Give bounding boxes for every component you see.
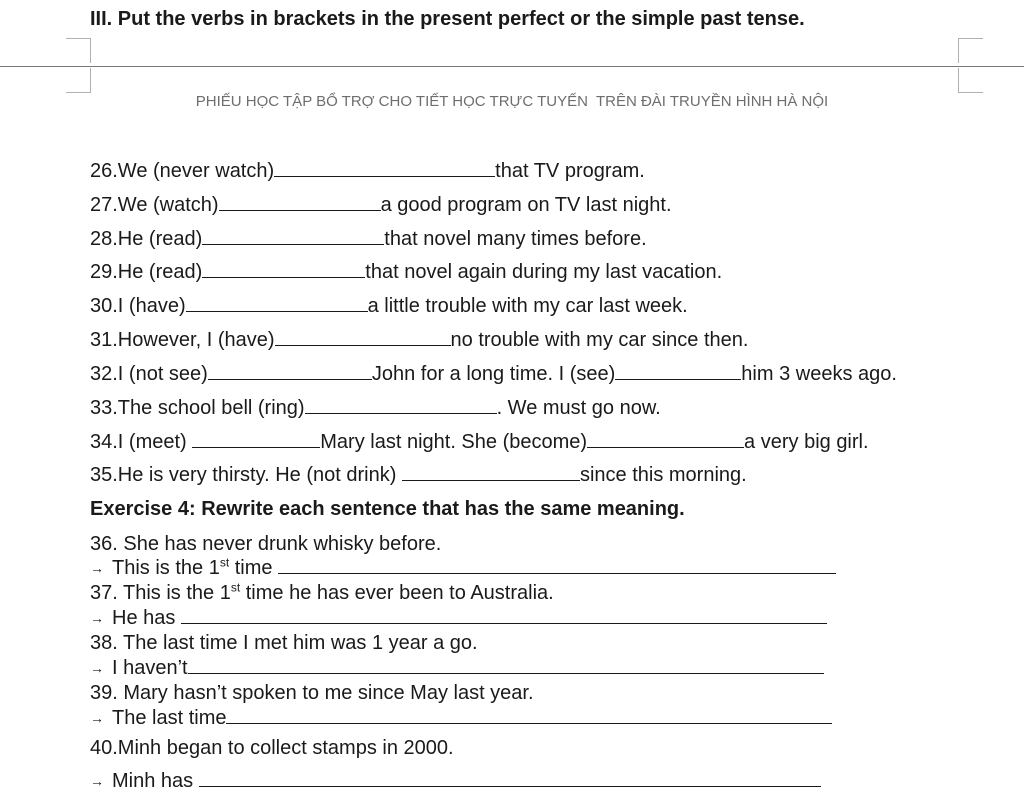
question-32 (90, 362, 897, 386)
arrow-icon: → (90, 660, 104, 676)
answer-blank[interactable] (181, 606, 827, 624)
question-text: 26.We (never watch) (90, 160, 275, 182)
answer-blank[interactable] (186, 294, 368, 312)
page-corner-mark (66, 38, 91, 63)
answer-blank[interactable] (202, 227, 384, 245)
arrow-icon: → (90, 560, 104, 576)
answer-prompt: I haven’t (112, 657, 188, 679)
answer-blank[interactable] (274, 159, 495, 177)
answer-blank[interactable] (219, 193, 381, 211)
question-27 (90, 193, 672, 217)
question-40: 40.Minh began to collect stamps in 2000. (90, 737, 454, 759)
page-break-divider (0, 66, 1024, 67)
page-corner-mark (958, 38, 983, 63)
answer-blank[interactable] (188, 656, 824, 674)
question-33 (90, 396, 661, 420)
question-text: John for a long time. I (see) (371, 363, 616, 385)
question-text: that novel many times before. (384, 228, 647, 250)
answer-line-36 (90, 556, 836, 581)
answer-blank[interactable] (208, 362, 372, 380)
answer-line-40 (90, 769, 821, 794)
answer-prompt: The last time (112, 707, 227, 729)
question-text: a little trouble with my car last week. (367, 295, 688, 317)
question-34 (90, 430, 869, 454)
question-39: 39. Mary hasn’t spoken to me since May last year. (90, 682, 534, 704)
exercise-4-heading: Exercise 4: Rewrite each sentence that has the same meaning. (90, 498, 685, 520)
question-text: a good program on TV last night. (380, 194, 672, 216)
question-text: 34.I (meet) (90, 431, 193, 453)
answer-prompt: He has (112, 607, 181, 629)
answer-blank[interactable] (615, 362, 741, 380)
question-text: 30.I (have) (90, 295, 186, 317)
question-text: 27.We (watch) (90, 194, 219, 216)
answer-blank[interactable] (192, 430, 320, 448)
question-30 (90, 294, 688, 318)
answer-blank[interactable] (202, 260, 365, 278)
section-title: III. Put the verbs in brackets in the present perfect or the simple past tense. (90, 8, 805, 30)
answer-blank[interactable] (199, 769, 821, 787)
question-text: him 3 weeks ago. (741, 363, 897, 385)
answer-line-38 (90, 656, 824, 681)
question-text: . We must go now. (496, 397, 661, 419)
answer-blank[interactable] (587, 430, 744, 448)
page-corner-mark (66, 68, 91, 93)
question-text: a very big girl. (744, 431, 869, 453)
question-35 (90, 463, 747, 487)
question-36: 36. She has never drunk whisky before. (90, 533, 442, 555)
superscript: st (230, 580, 241, 595)
question-38: 38. The last time I met him was 1 year a go. (90, 632, 478, 654)
question-29 (90, 260, 722, 284)
answer-blank[interactable] (226, 706, 832, 724)
question-text: 29.He (read) (90, 261, 203, 283)
answer-prompt: Minh has (112, 770, 199, 792)
arrow-icon: → (90, 610, 104, 626)
superscript: st (219, 555, 230, 570)
question-text: 31.However, I (have) (90, 329, 275, 351)
question-text: that novel again during my last vacation. (365, 261, 723, 283)
answer-blank[interactable] (278, 556, 836, 574)
question-37 (90, 581, 554, 605)
answer-blank[interactable] (275, 328, 451, 346)
question-text: since this morning. (579, 464, 747, 486)
page-header-note: PHIẾU HỌC TẬP BỔ TRỢ CHO TIẾT HỌC TRỰC TUYẾN TRÊN ĐÀI TRUYỀN HÌNH HÀ NỘI (195, 93, 829, 110)
answer-blank[interactable] (402, 463, 580, 481)
answer-blank[interactable] (305, 396, 497, 414)
answer-line-37 (90, 606, 827, 631)
answer-prompt: time (229, 557, 279, 579)
question-text: 37. This is the 1 (90, 582, 231, 604)
question-text: 35.He is very thirsty. He (not drink) (90, 464, 402, 486)
arrow-icon: → (90, 710, 104, 726)
question-text: that TV program. (495, 160, 645, 182)
question-text: time he has ever been to Australia. (240, 582, 554, 604)
answer-line-39 (90, 706, 832, 731)
question-31 (90, 328, 748, 352)
question-28 (90, 227, 647, 251)
question-text: 33.The school bell (ring) (90, 397, 305, 419)
question-text: Mary last night. She (become) (320, 431, 588, 453)
page-corner-mark (958, 68, 983, 93)
question-text: 28.He (read) (90, 228, 203, 250)
answer-prompt: This is the 1 (112, 557, 220, 579)
arrow-icon: → (90, 773, 104, 789)
question-text: no trouble with my car since then. (450, 329, 749, 351)
question-26 (90, 159, 645, 183)
question-text: 32.I (not see) (90, 363, 208, 385)
